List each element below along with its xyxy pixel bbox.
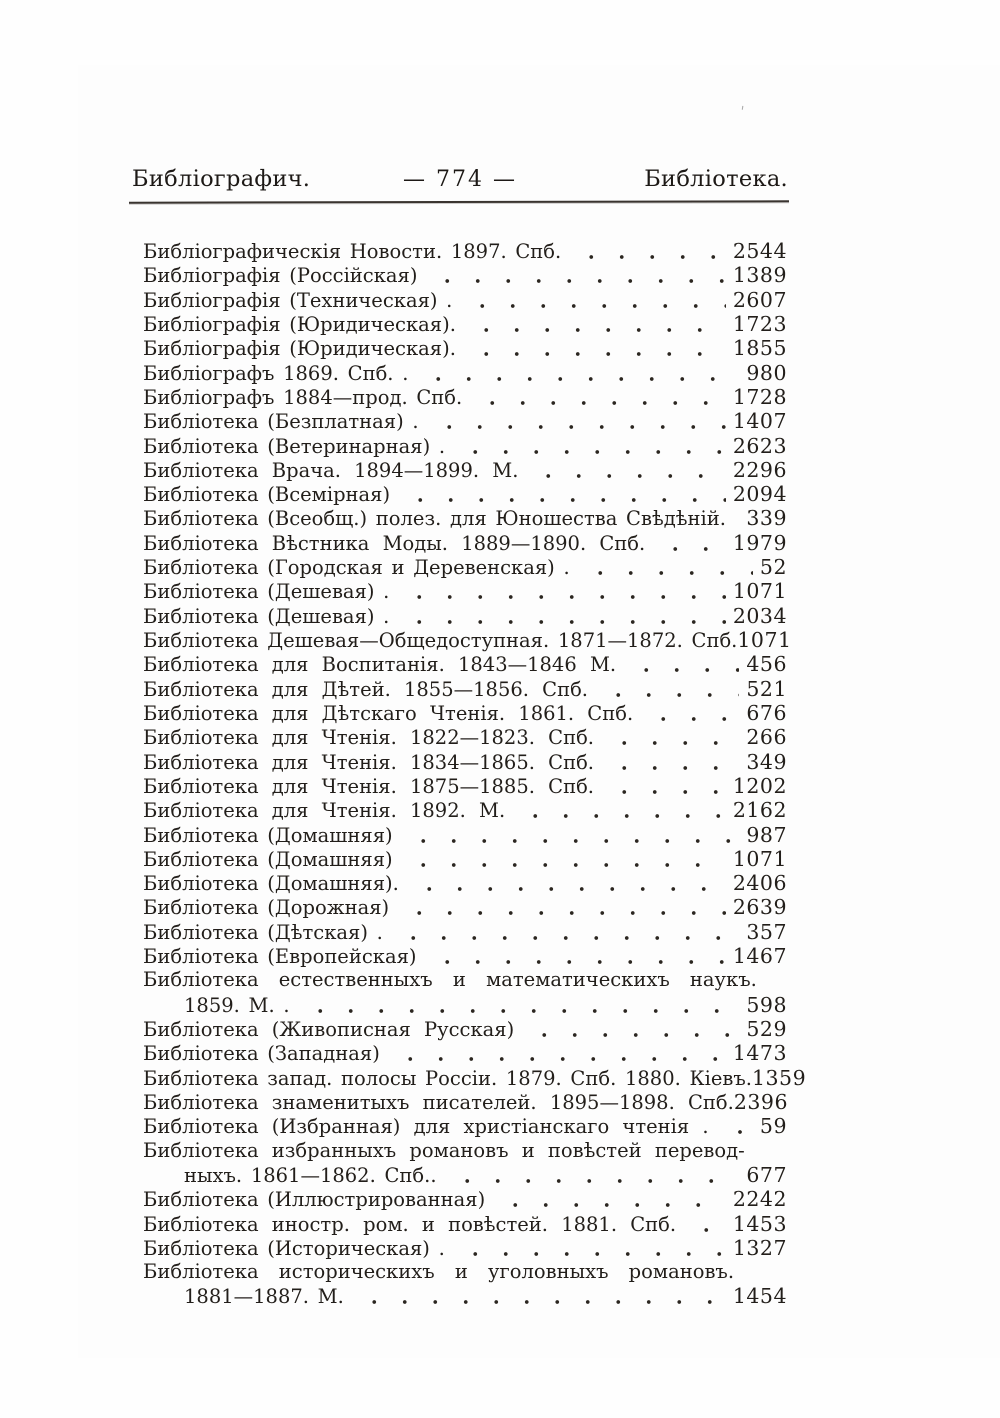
catalog-entry xyxy=(143,458,787,482)
running-head-right: Библіотека. xyxy=(644,166,789,192)
entry-number: 52 xyxy=(759,555,787,580)
catalog-entry xyxy=(143,774,787,798)
entry-title: Библіотека для Чтенія. 1875—1885. Спб. xyxy=(143,774,595,798)
entry-title: Библіотека (Безплатная) . xyxy=(143,410,419,434)
catalog-entry xyxy=(143,895,787,919)
entry-number: 357 xyxy=(746,919,787,944)
catalog-entry xyxy=(143,361,787,385)
entry-number: 2034 xyxy=(732,603,787,628)
entry-number: 2242 xyxy=(732,1187,787,1212)
catalog-entry xyxy=(143,1065,807,1090)
entry-title: Библіотека (Дѣтская) . xyxy=(143,920,383,944)
entry-title: Библіографъ 1884—прод. Спб. xyxy=(143,385,463,409)
dot-leader xyxy=(303,993,740,1017)
page-number: — 774 — xyxy=(403,167,517,192)
entry-number: 456 xyxy=(746,652,787,677)
dot-leader xyxy=(406,847,726,871)
catalog-entry xyxy=(143,1090,787,1114)
catalog-entry xyxy=(143,385,787,409)
entry-title: Библіотека запад. полосы Россіи. 1879. Спб. 1880. Кіевъ. xyxy=(143,1066,752,1090)
catalog-entry xyxy=(143,239,787,263)
catalog-entry xyxy=(143,409,787,433)
entry-title: Библіотека избранныхъ романовъ и повѣстей перевод- xyxy=(143,1138,745,1162)
dot-leader xyxy=(357,1284,726,1308)
entry-title: Библіотека (Иллюстрированная) xyxy=(143,1188,486,1212)
scan-speck-artifact: ' xyxy=(738,103,745,121)
entry-number: 1723 xyxy=(732,311,787,336)
dot-leader xyxy=(421,361,739,385)
entry-number: 529 xyxy=(746,1017,787,1041)
catalog-entry xyxy=(143,725,787,749)
entry-title: Библіотека знаменитыхъ писателей. 1895—1898. Спб. xyxy=(143,1090,734,1114)
entry-number: 2406 xyxy=(732,871,787,896)
entry-title: Библіотека Врача. 1894—1899. М. xyxy=(143,458,519,482)
entry-title: Библіотека (Домашняя) xyxy=(143,823,393,847)
entry-title: Библіографія (Техническая) . xyxy=(143,288,453,312)
entry-number: 2544 xyxy=(732,239,787,263)
dot-leader xyxy=(646,701,739,725)
catalog-entry xyxy=(143,1212,787,1236)
dot-leader xyxy=(498,1187,726,1211)
dot-leader xyxy=(722,1114,753,1138)
entry-number: 349 xyxy=(746,749,787,774)
catalog-entry xyxy=(143,312,787,336)
dot-leader xyxy=(607,750,739,774)
entry-title: Библіотека (Домашняя) xyxy=(143,847,393,871)
dot-leader xyxy=(403,482,726,506)
entry-title: Библіотека (Западная) xyxy=(143,1042,380,1066)
catalog-entry xyxy=(143,920,787,944)
catalog-entry xyxy=(143,677,787,701)
entry-number: 2296 xyxy=(732,457,787,482)
entry-title: Библіотека для Чтенія. 1822—1823. Спб. xyxy=(143,726,595,750)
entry-title: Библіографія (Юридическая). xyxy=(143,337,456,361)
entry-number: 1407 xyxy=(732,409,787,434)
entry-number: 1453 xyxy=(732,1211,787,1236)
catalog-list xyxy=(143,239,807,1309)
entry-title: Библіотека Вѣстника Моды. 1889—1890. Спб. xyxy=(143,531,646,555)
spacer xyxy=(726,506,746,530)
catalog-entry xyxy=(143,628,792,652)
entry-number: 1389 xyxy=(732,263,787,288)
entry-title: Библіотека иностр. ром. и повѣстей. 1881. Спб. xyxy=(143,1212,677,1236)
entry-title: Библіотека (Ветеринарная) . xyxy=(143,434,446,458)
catalog-entry xyxy=(143,1114,787,1138)
entry-title: Библіотека (Всеобщ.) полез. для Юношества Свѣдѣній. xyxy=(143,507,726,531)
entry-number: 980 xyxy=(746,360,787,385)
entry-title: Библіотека (Европейская) xyxy=(143,945,417,969)
dot-leader xyxy=(402,604,725,628)
catalog-entry xyxy=(143,1163,787,1187)
dot-leader xyxy=(393,1041,726,1065)
catalog-entry xyxy=(143,506,787,530)
dot-leader xyxy=(430,263,725,287)
catalog-entry xyxy=(143,1260,787,1284)
running-head-left: Библіографич. xyxy=(132,166,311,192)
catalog-entry xyxy=(143,336,787,360)
dot-leader xyxy=(469,312,726,336)
dot-leader xyxy=(527,1017,739,1041)
entry-title: Библіотека для Воспитанія. 1843—1846 М. xyxy=(143,653,617,677)
dot-leader xyxy=(458,1236,726,1260)
entry-title: Библіотека (Живописная Русская) xyxy=(143,1018,515,1041)
dot-leader xyxy=(583,555,753,579)
catalog-entry xyxy=(143,750,787,774)
catalog-entry xyxy=(143,531,787,555)
entry-number: 1071 xyxy=(732,846,787,871)
dot-leader xyxy=(402,579,725,603)
entry-title: 1859. М. . xyxy=(184,993,290,1017)
catalog-entry xyxy=(143,701,787,725)
entry-number: 1327 xyxy=(732,1235,787,1260)
entry-title: Библіографія (Россійская) xyxy=(143,264,418,288)
dot-leader xyxy=(465,288,725,312)
entry-title: 1881—1887. М. xyxy=(184,1285,344,1309)
entry-title: Библіотека (Дорожная) xyxy=(143,896,390,920)
catalog-entry xyxy=(143,1187,787,1211)
entry-title: Библіографическія Новости. 1897. Спб. xyxy=(143,240,562,263)
dot-leader xyxy=(402,895,726,919)
entry-number: 339 xyxy=(746,506,787,531)
dot-leader xyxy=(396,920,740,944)
entry-number: 2607 xyxy=(732,287,787,312)
entry-title: Библіотека для Чтенія. 1834—1865. Спб. xyxy=(143,750,595,774)
running-head xyxy=(132,166,788,192)
catalog-entry xyxy=(143,1139,787,1163)
entry-title: Библіотека (Историческая) . xyxy=(143,1236,445,1260)
entry-number: 1979 xyxy=(732,530,787,555)
catalog-entry xyxy=(143,288,787,312)
entry-number: 1467 xyxy=(732,944,787,969)
entry-title: Библіотека Дешевая—Общедоступная. 1871—1872. Спб. xyxy=(143,629,738,652)
entry-title: Библіотека (Дешевая) . xyxy=(143,604,390,628)
catalog-entry xyxy=(143,798,787,822)
entry-title: Библіотека для Дѣтскаго Чтенія. 1861. Спб. xyxy=(143,701,634,725)
entry-number: 1359 xyxy=(751,1065,807,1090)
entry-title: Библіотека (Избранная) для христіанскаго чтенія . xyxy=(143,1115,709,1139)
dot-leader xyxy=(607,725,739,749)
entry-title: Библіотека (Городская и Деревенская) . xyxy=(143,556,570,580)
entry-number: 598 xyxy=(746,992,787,1017)
dot-leader xyxy=(458,434,726,458)
entry-number: 1071 xyxy=(732,579,787,604)
dot-leader xyxy=(607,774,726,798)
entry-number: 2094 xyxy=(732,482,787,507)
entry-number: 987 xyxy=(746,822,787,847)
entry-title: ныхъ. 1861—1862. Спб.. xyxy=(184,1163,437,1187)
dot-leader xyxy=(406,823,740,847)
dot-leader xyxy=(469,336,726,360)
entry-title: Библіотека для Чтенія. 1892. М. xyxy=(143,799,506,823)
dot-leader xyxy=(574,239,726,263)
entry-number: 2639 xyxy=(732,895,787,920)
entry-number: 521 xyxy=(746,676,787,701)
catalog-entry xyxy=(143,263,787,287)
entry-number: 1855 xyxy=(732,336,787,361)
dot-leader xyxy=(658,531,726,555)
entry-title: Библіографъ 1869. Спб. . xyxy=(143,361,409,385)
dot-leader xyxy=(430,944,726,968)
entry-number: 1071 xyxy=(737,628,792,652)
dot-leader xyxy=(450,1163,740,1187)
catalog-entry xyxy=(143,944,787,968)
catalog-entry xyxy=(143,555,787,579)
catalog-entry xyxy=(143,1236,787,1260)
catalog-entry xyxy=(143,604,787,628)
entry-number: 677 xyxy=(746,1162,787,1187)
entry-number: 2623 xyxy=(732,433,787,458)
dot-leader xyxy=(475,385,726,409)
entry-number: 266 xyxy=(746,725,787,750)
catalog-entry xyxy=(143,871,787,895)
catalog-entry xyxy=(143,579,787,603)
catalog-entry xyxy=(143,1284,787,1308)
entry-title: Библіотека (Всемірная) xyxy=(143,483,391,507)
catalog-entry xyxy=(143,1041,787,1065)
dot-leader xyxy=(432,409,726,433)
entry-number: 1454 xyxy=(732,1284,787,1309)
catalog-entry xyxy=(143,652,787,676)
entry-title: Библіотека для Дѣтей. 1855—1856. Спб. xyxy=(143,677,589,701)
catalog-entry xyxy=(143,993,787,1017)
catalog-entry xyxy=(143,434,787,458)
dot-leader xyxy=(601,677,739,701)
entry-title: Библіотека историческихъ и уголовныхъ романовъ. xyxy=(143,1260,735,1284)
dot-leader xyxy=(518,798,726,822)
dot-leader xyxy=(412,871,726,895)
entry-title: Библіотека (Домашняя). xyxy=(143,872,399,896)
catalog-entry xyxy=(143,847,787,871)
dot-leader xyxy=(689,1212,726,1236)
dot-leader xyxy=(629,652,739,676)
entry-number: 1473 xyxy=(732,1041,787,1066)
catalog-entry xyxy=(143,968,787,992)
entry-number: 1202 xyxy=(732,773,787,798)
catalog-entry xyxy=(143,1017,787,1041)
entry-number: 59 xyxy=(759,1114,787,1139)
entry-title: Библіотека (Дешевая) . xyxy=(143,580,390,604)
catalog-entry xyxy=(143,823,787,847)
entry-number: 2396 xyxy=(733,1089,789,1114)
dot-leader xyxy=(531,458,725,482)
catalog-entry xyxy=(143,482,787,506)
entry-number: 1728 xyxy=(732,384,787,409)
entry-title: Библіотека естественныхъ и математическихъ наукъ. xyxy=(143,968,757,992)
entry-title: Библіографія (Юридическая). xyxy=(143,312,456,336)
entry-number: 676 xyxy=(746,700,787,725)
entry-number: 2162 xyxy=(732,798,787,823)
